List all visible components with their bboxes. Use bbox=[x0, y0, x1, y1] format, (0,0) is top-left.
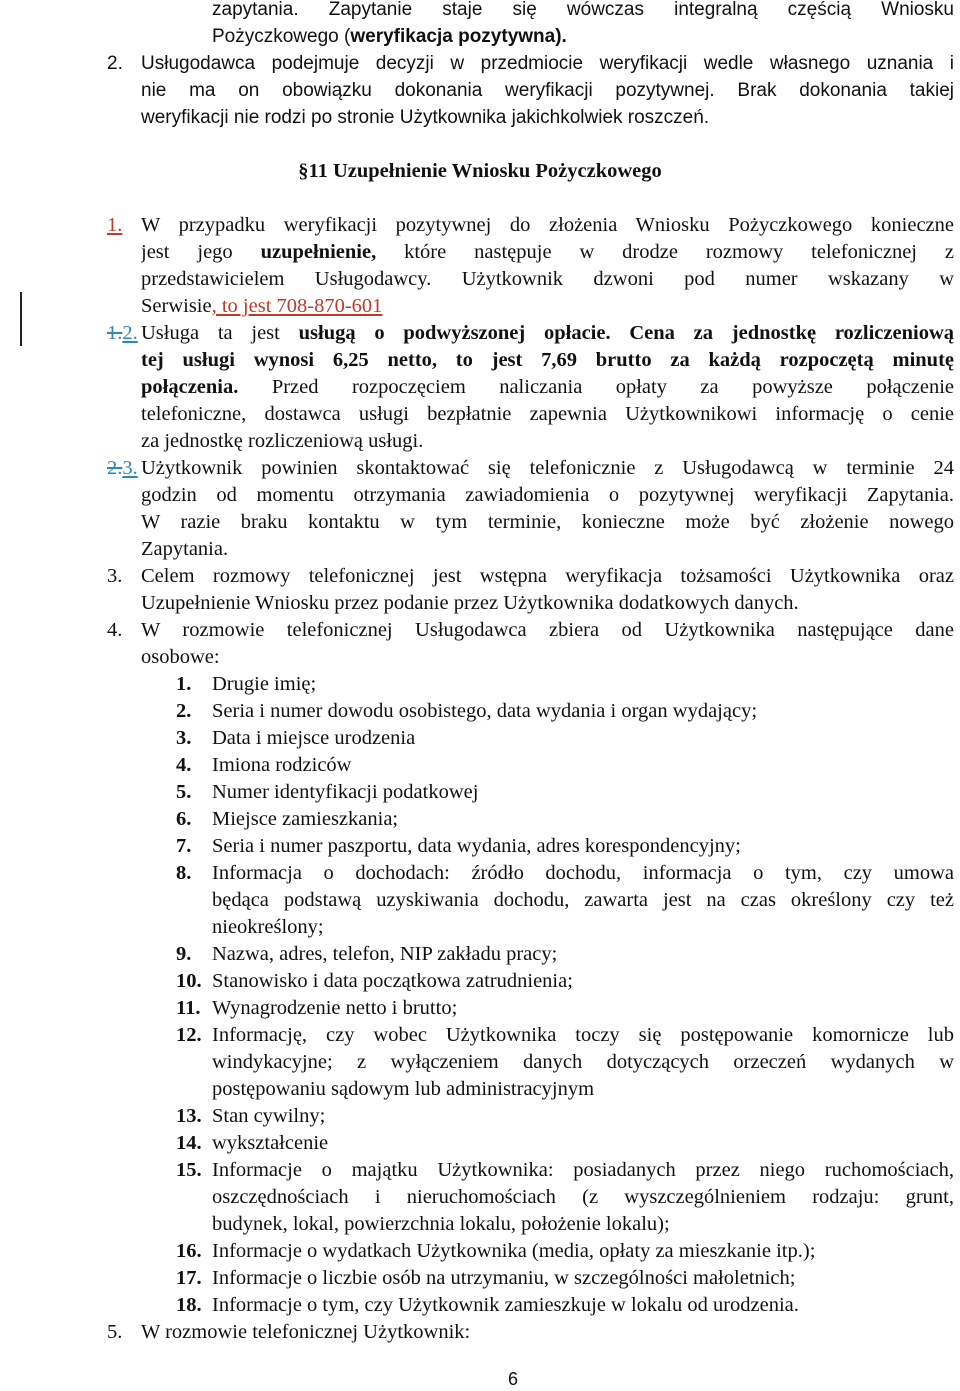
paragraph-line: przedstawicielem Usługodawcy. Użytkownik dzwoni pod numer wskazany w bbox=[141, 268, 954, 290]
paragraph-line: nie ma on obowiązku dokonania weryfikacji pozytywnej. Brak dokonania takiej bbox=[141, 80, 954, 101]
sublist-item: Informacje o wydatkach Użytkownika (media, opłaty za mieszkanie itp.); bbox=[212, 1240, 816, 1262]
list-number: 2. bbox=[107, 53, 123, 74]
list-number: 5. bbox=[107, 1321, 123, 1343]
paragraph-line: połączenia. Przed rozpoczęciem naliczania opłaty za powyższe połączenie bbox=[141, 376, 954, 398]
sublist-number: 1. bbox=[176, 673, 192, 695]
paragraph-line: W rozmowie telefonicznej Użytkownik: bbox=[141, 1321, 471, 1343]
paragraph-line: weryfikacji nie rodzi po stronie Użytkownika jakichkolwiek roszczeń. bbox=[141, 107, 710, 128]
sublist-number: 13. bbox=[176, 1105, 202, 1127]
sublist-item: Drugie imię; bbox=[212, 673, 317, 695]
sublist-number: 15. bbox=[176, 1159, 202, 1181]
sublist-number: 7. bbox=[176, 835, 192, 857]
sublist-item: windykacyjne; z wyłączeniem danych dotyczących orzeczeń wydanych w bbox=[212, 1051, 954, 1073]
sublist-number: 18. bbox=[176, 1294, 202, 1316]
list-number: 2.3. bbox=[107, 457, 138, 479]
sublist-number: 14. bbox=[176, 1132, 202, 1154]
sublist-item: budynek, lokal, powierzchnia lokalu, położenie lokalu); bbox=[212, 1213, 670, 1235]
sublist-item: będąca podstawą uzyskiwania dochodu, zawarta jest na czas określony czy też bbox=[212, 889, 954, 911]
sublist-item: Miejsce zamieszkania; bbox=[212, 808, 399, 830]
paragraph-line: osobowe: bbox=[141, 646, 220, 668]
sublist-item: Data i miejsce urodzenia bbox=[212, 727, 416, 749]
sublist-number: 2. bbox=[176, 700, 192, 722]
paragraph-line: Zapytania. bbox=[141, 538, 229, 560]
paragraph-line: zapytania. Zapytanie staje się wówczas integralną częścią Wniosku bbox=[212, 0, 954, 20]
paragraph-line: za jednostkę rozliczeniową usługi. bbox=[141, 430, 424, 452]
list-number: 1. bbox=[107, 214, 123, 236]
sublist-item: Nazwa, adres, telefon, NIP zakładu pracy; bbox=[212, 943, 558, 965]
sublist-item: Informacje o majątku Użytkownika: posiadanych przez niego ruchomościach, bbox=[212, 1159, 954, 1181]
sublist-item: postępowaniu sądowym lub administracyjnym bbox=[212, 1078, 595, 1100]
sublist-item: Wynagrodzenie netto i brutto; bbox=[212, 997, 458, 1019]
sublist-item: Informacje o tym, czy Użytkownik zamieszkuje w lokalu od urodzenia. bbox=[212, 1294, 799, 1316]
sublist-number: 9. bbox=[176, 943, 192, 965]
sublist-item: Numer identyfikacji podatkowej bbox=[212, 781, 479, 803]
sublist-item: Informacja o dochodach: źródło dochodu, informacja o tym, czy umowa bbox=[212, 862, 954, 884]
paragraph-line: W razie braku kontaktu w tym terminie, konieczne może być złożenie nowego bbox=[141, 511, 954, 533]
sublist-item: Stanowisko i data początkowa zatrudnienia; bbox=[212, 970, 573, 992]
paragraph-line: Usługa ta jest usługą o podwyższonej opłacie. Cena za jednostkę rozliczeniową bbox=[141, 322, 954, 344]
sublist-number: 4. bbox=[176, 754, 192, 776]
sublist-number: 5. bbox=[176, 781, 192, 803]
sublist-number: 17. bbox=[176, 1267, 202, 1289]
list-number: 3. bbox=[107, 565, 123, 587]
paragraph-line: Usługodawca podejmuje decyzji w przedmiocie weryfikacji wedle własnego uznania i bbox=[141, 53, 954, 74]
paragraph-line: Pożyczkowego (weryfikacja pozytywna). bbox=[212, 26, 567, 47]
list-number: 4. bbox=[107, 619, 123, 641]
paragraph-line: jest jego uzupełnienie, które następuje w drodze rozmowy telefonicznej z bbox=[141, 241, 954, 263]
section-heading: §11 Uzupełnienie Wniosku Pożyczkowego bbox=[298, 160, 662, 182]
paragraph-line: Użytkownik powinien skontaktować się telefonicznie z Usługodawcą w terminie 24 bbox=[141, 457, 954, 479]
paragraph-line: Celem rozmowy telefonicznej jest wstępna weryfikacja tożsamości Użytkownika oraz bbox=[141, 565, 954, 587]
sublist-item: wykształcenie bbox=[212, 1132, 329, 1154]
sublist-number: 12. bbox=[176, 1024, 202, 1046]
sublist-item: Seria i numer dowodu osobistego, data wydania i organ wydający; bbox=[212, 700, 758, 722]
sublist-number: 6. bbox=[176, 808, 192, 830]
paragraph-line: W przypadku weryfikacji pozytywnej do złożenia Wniosku Pożyczkowego konieczne bbox=[141, 214, 954, 236]
change-bar bbox=[20, 292, 22, 346]
sublist-item: Stan cywilny; bbox=[212, 1105, 326, 1127]
list-number: 1.2. bbox=[107, 322, 138, 344]
sublist-number: 10. bbox=[176, 970, 202, 992]
sublist-item: Imiona rodziców bbox=[212, 754, 352, 776]
page-number: 6 bbox=[507, 1369, 518, 1389]
sublist-item: nieokreślony; bbox=[212, 916, 324, 938]
sublist-item: Seria i numer paszportu, data wydania, adres korespondencyjny; bbox=[212, 835, 741, 857]
paragraph-line: telefoniczne, dostawca usługi bezpłatnie zapewnia Użytkownikowi informację o cenie bbox=[141, 403, 954, 425]
sublist-item: Informacje o liczbie osób na utrzymaniu, w szczególności małoletnich; bbox=[212, 1267, 796, 1289]
sublist-number: 16. bbox=[176, 1240, 202, 1262]
sublist-number: 3. bbox=[176, 727, 192, 749]
sublist-item: oszczędnościach i nieruchomościach (z wyszczególnieniem rodzaju: grunt, bbox=[212, 1186, 954, 1208]
paragraph-line: W rozmowie telefonicznej Usługodawca zbiera od Użytkownika następujące dane bbox=[141, 619, 954, 641]
sublist-item: Informację, czy wobec Użytkownika toczy się postępowanie komornicze lub bbox=[212, 1024, 954, 1046]
sublist-number: 11. bbox=[176, 997, 201, 1019]
paragraph-line: Serwisie, to jest 708-870-601 bbox=[141, 295, 383, 317]
paragraph-line: tej usługi wynosi 6,25 netto, to jest 7,69 brutto za każdą rozpoczętą minutę bbox=[141, 349, 954, 371]
paragraph-line: Uzupełnienie Wniosku przez podanie przez Użytkownika dodatkowych danych. bbox=[141, 592, 799, 614]
paragraph-line: godzin od momentu otrzymania zawiadomienia o pozytywnej weryfikacji Zapytania. bbox=[141, 484, 954, 506]
sublist-number: 8. bbox=[176, 862, 192, 884]
